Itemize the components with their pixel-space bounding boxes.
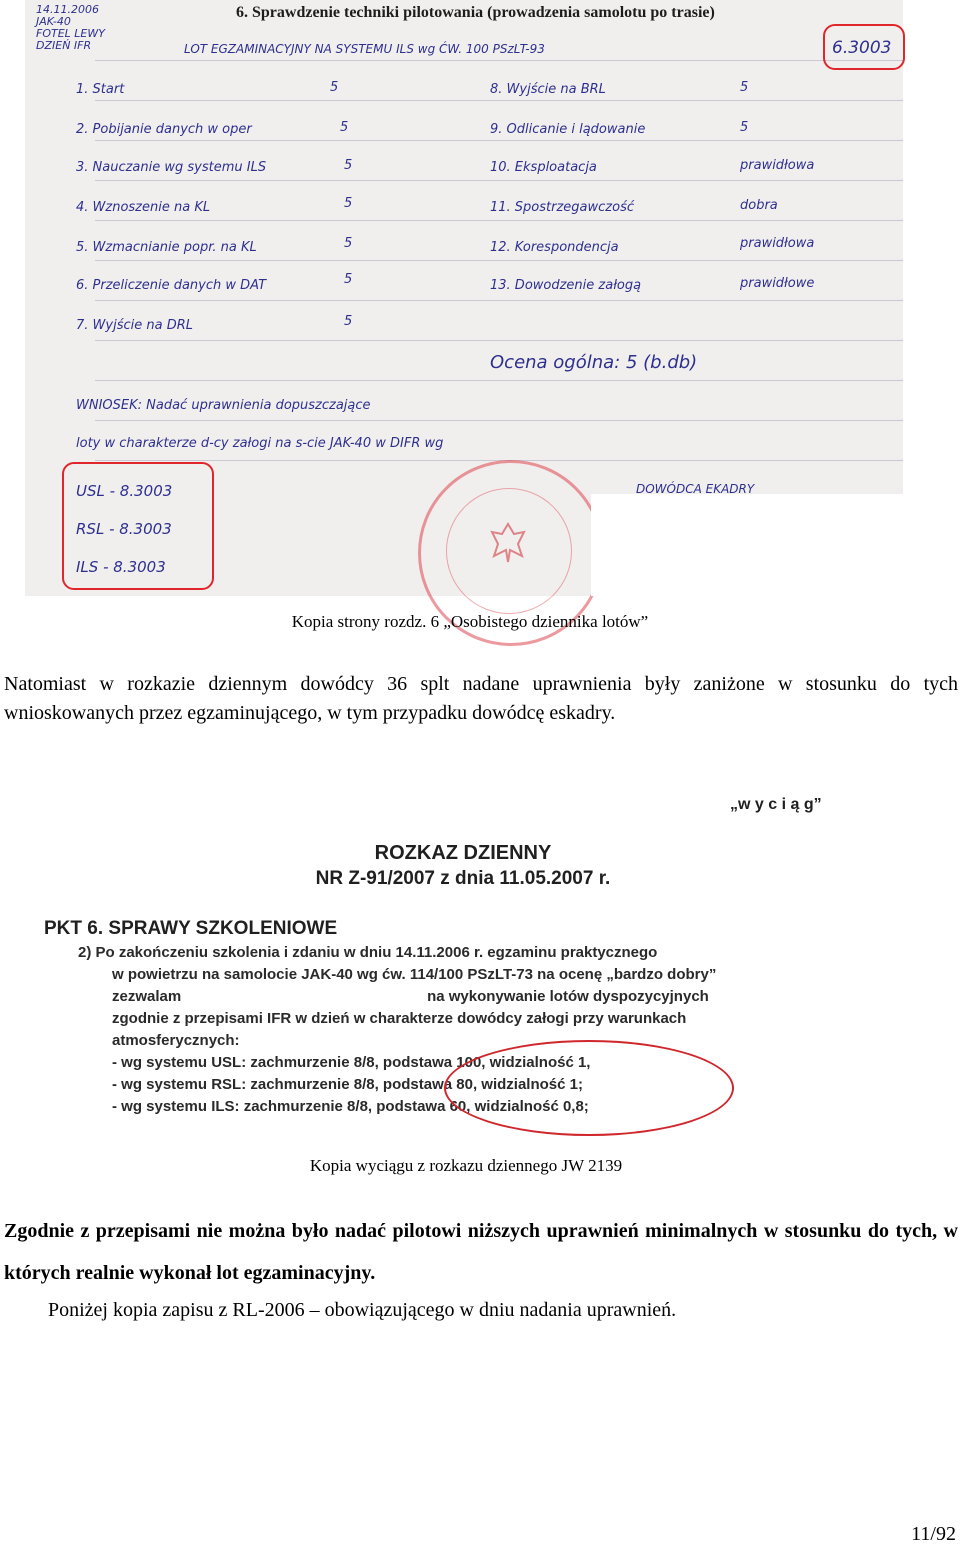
order-line: atmosferycznych: (112, 1032, 240, 1049)
highlight-box (823, 24, 905, 70)
ruled-line (95, 300, 903, 301)
form-title: 6. Sprawdzenie techniki pilotowania (prowadzenia samolotu po trasie) (236, 4, 715, 21)
header-note: FOTEL LEWY (36, 27, 105, 40)
ruled-line (95, 60, 903, 61)
order-line: - wg systemu USL: zachmurzenie 8/8, podstawa 100, widzialność 1, (112, 1054, 591, 1071)
exercise-grade: prawidłowe (740, 276, 815, 291)
ruled-line (95, 420, 903, 421)
date-top: 6.3003 (832, 38, 892, 58)
order-line: - wg systemu RSL: zachmurzenie 8/8, podstawa 80, widzialność 1; (112, 1076, 583, 1093)
exercise-item: 1. Start (76, 82, 125, 97)
ruled-line (95, 100, 903, 101)
exercise-grade: prawidłowa (740, 236, 815, 251)
exercise-item: 4. Wznoszenie na KL (76, 200, 211, 215)
minima-rsl: RSL - 8.3003 (76, 520, 172, 538)
exercise-grade: 5 (330, 80, 339, 95)
exercise-grade: 5 (740, 80, 749, 95)
header-note: 14.11.2006 (36, 3, 99, 16)
ruled-line (95, 380, 903, 381)
exercise-grade: 5 (344, 236, 353, 251)
exercise-grade: 5 (344, 196, 353, 211)
bold-paragraph: Zgodnie z przepisami nie można było nadać pilotowi niższych uprawnień minimalnych w stosunku do tych, w których realnie wykonał lot egzaminacyjny. (4, 1220, 958, 1284)
overall-grade: Ocena ogólna: 5 (b.db) (490, 352, 698, 373)
exercise-item: 10. Eksploatacja (490, 160, 597, 175)
signature-label: DOWÓDCA EKADRY (636, 482, 755, 496)
exercise-item: 5. Wzmacnianie popr. na KL (76, 240, 257, 255)
exercise-grade: 5 (344, 158, 353, 173)
scan-cutout (591, 494, 903, 596)
ruled-line (95, 260, 903, 261)
order-line: zgodnie z przepisami IFR w dzień w charakterze dowódcy załogi przy warunkach (112, 1010, 687, 1027)
exercise-grade: 5 (340, 120, 349, 135)
minima-usl: USL - 8.3003 (76, 482, 173, 500)
highlight-box (62, 462, 214, 590)
exercise-grade: 5 (344, 272, 353, 287)
exercise-grade: prawidłowa (740, 158, 815, 173)
extract-label: „w y c i ą g” (730, 796, 822, 813)
order-line: zezwalam na wykonywanie lotów dyspozycyjnych (112, 988, 709, 1005)
order-section: PKT 6. SPRAWY SZKOLENIOWE (44, 918, 338, 939)
header-note: DZIEŃ IFR (36, 39, 92, 52)
exercise-item: 7. Wyjście na DRL (76, 318, 193, 333)
ruled-line (95, 140, 903, 141)
exercise-grade: 5 (740, 120, 749, 135)
figure-caption: Kopia wyciągu z rozkazu dziennego JW 2139 (309, 1156, 623, 1175)
order-line: 2) Po zakończeniu szkolenia i zdaniu w dniu 14.11.2006 r. egzaminu praktycznego (78, 944, 658, 961)
minima-ils: ILS - 8.3003 (76, 558, 166, 576)
figure-caption: Kopia strony rozdz. 6 „Osobistego dziennika lotów” (291, 612, 649, 631)
exercise-item: 3. Nauczanie wg systemu ILS (76, 160, 267, 175)
exercise-grade: dobra (740, 198, 778, 213)
exercise-grade: 5 (344, 314, 353, 329)
header-note: JAK-40 (36, 15, 71, 28)
exercise-item: 9. Odlicanie i lądowanie (490, 122, 646, 137)
order-number: NR Z-91/2007 z dnia 11.05.2007 r. (315, 868, 611, 889)
ruled-line (95, 340, 903, 341)
ruled-line (95, 220, 903, 221)
order-title: ROZKAZ DZIENNY (374, 842, 552, 864)
exercise-item: 6. Przeliczenie danych w DAT (76, 278, 267, 293)
conclusion-line: loty w charakterze d-cy załogi na s-cie JAK-40 w DIFR wg (76, 436, 444, 451)
highlight-ellipse (444, 1040, 734, 1136)
body-paragraph: Poniżej kopia zapisu z RL-2006 – obowiązującego w dniu nadania uprawnień. (48, 1299, 677, 1321)
eagle-emblem-icon (488, 520, 528, 566)
exercise-item: 11. Spostrzegawczość (490, 200, 634, 215)
order-line: w powietrzu na samolocie JAK-40 wg ćw. 114/100 PSzLT-73 na ocenę „bardzo dobry” (112, 966, 717, 983)
conclusion-line: WNIOSEK: Nadać uprawnienia dopuszczające (76, 398, 371, 413)
body-paragraph: Natomiast w rozkazie dziennym dowódcy 36 splt nadane uprawnienia były zaniżone w stosunku do tych wnioskowanych przez egzaminującego, w tym przypadku dowódcę eskadry. (4, 673, 958, 724)
exercise-item: 2. Pobijanie danych w oper (76, 122, 252, 137)
exercise-item: 13. Dowodzenie załogą (490, 278, 642, 293)
exercise-item: 8. Wyjście na BRL (490, 82, 606, 97)
ruled-line (95, 180, 903, 181)
exercise-line: LOT EGZAMINACYJNY NA SYSTEMU ILS wg ĆW. 100 PSzLT-93 (184, 42, 545, 56)
exercise-item: 12. Korespondencja (490, 240, 619, 255)
page-number: 11/92 (911, 1523, 956, 1545)
order-line: - wg systemu ILS: zachmurzenie 8/8, podstawa 60, widzialność 0,8; (112, 1098, 589, 1115)
